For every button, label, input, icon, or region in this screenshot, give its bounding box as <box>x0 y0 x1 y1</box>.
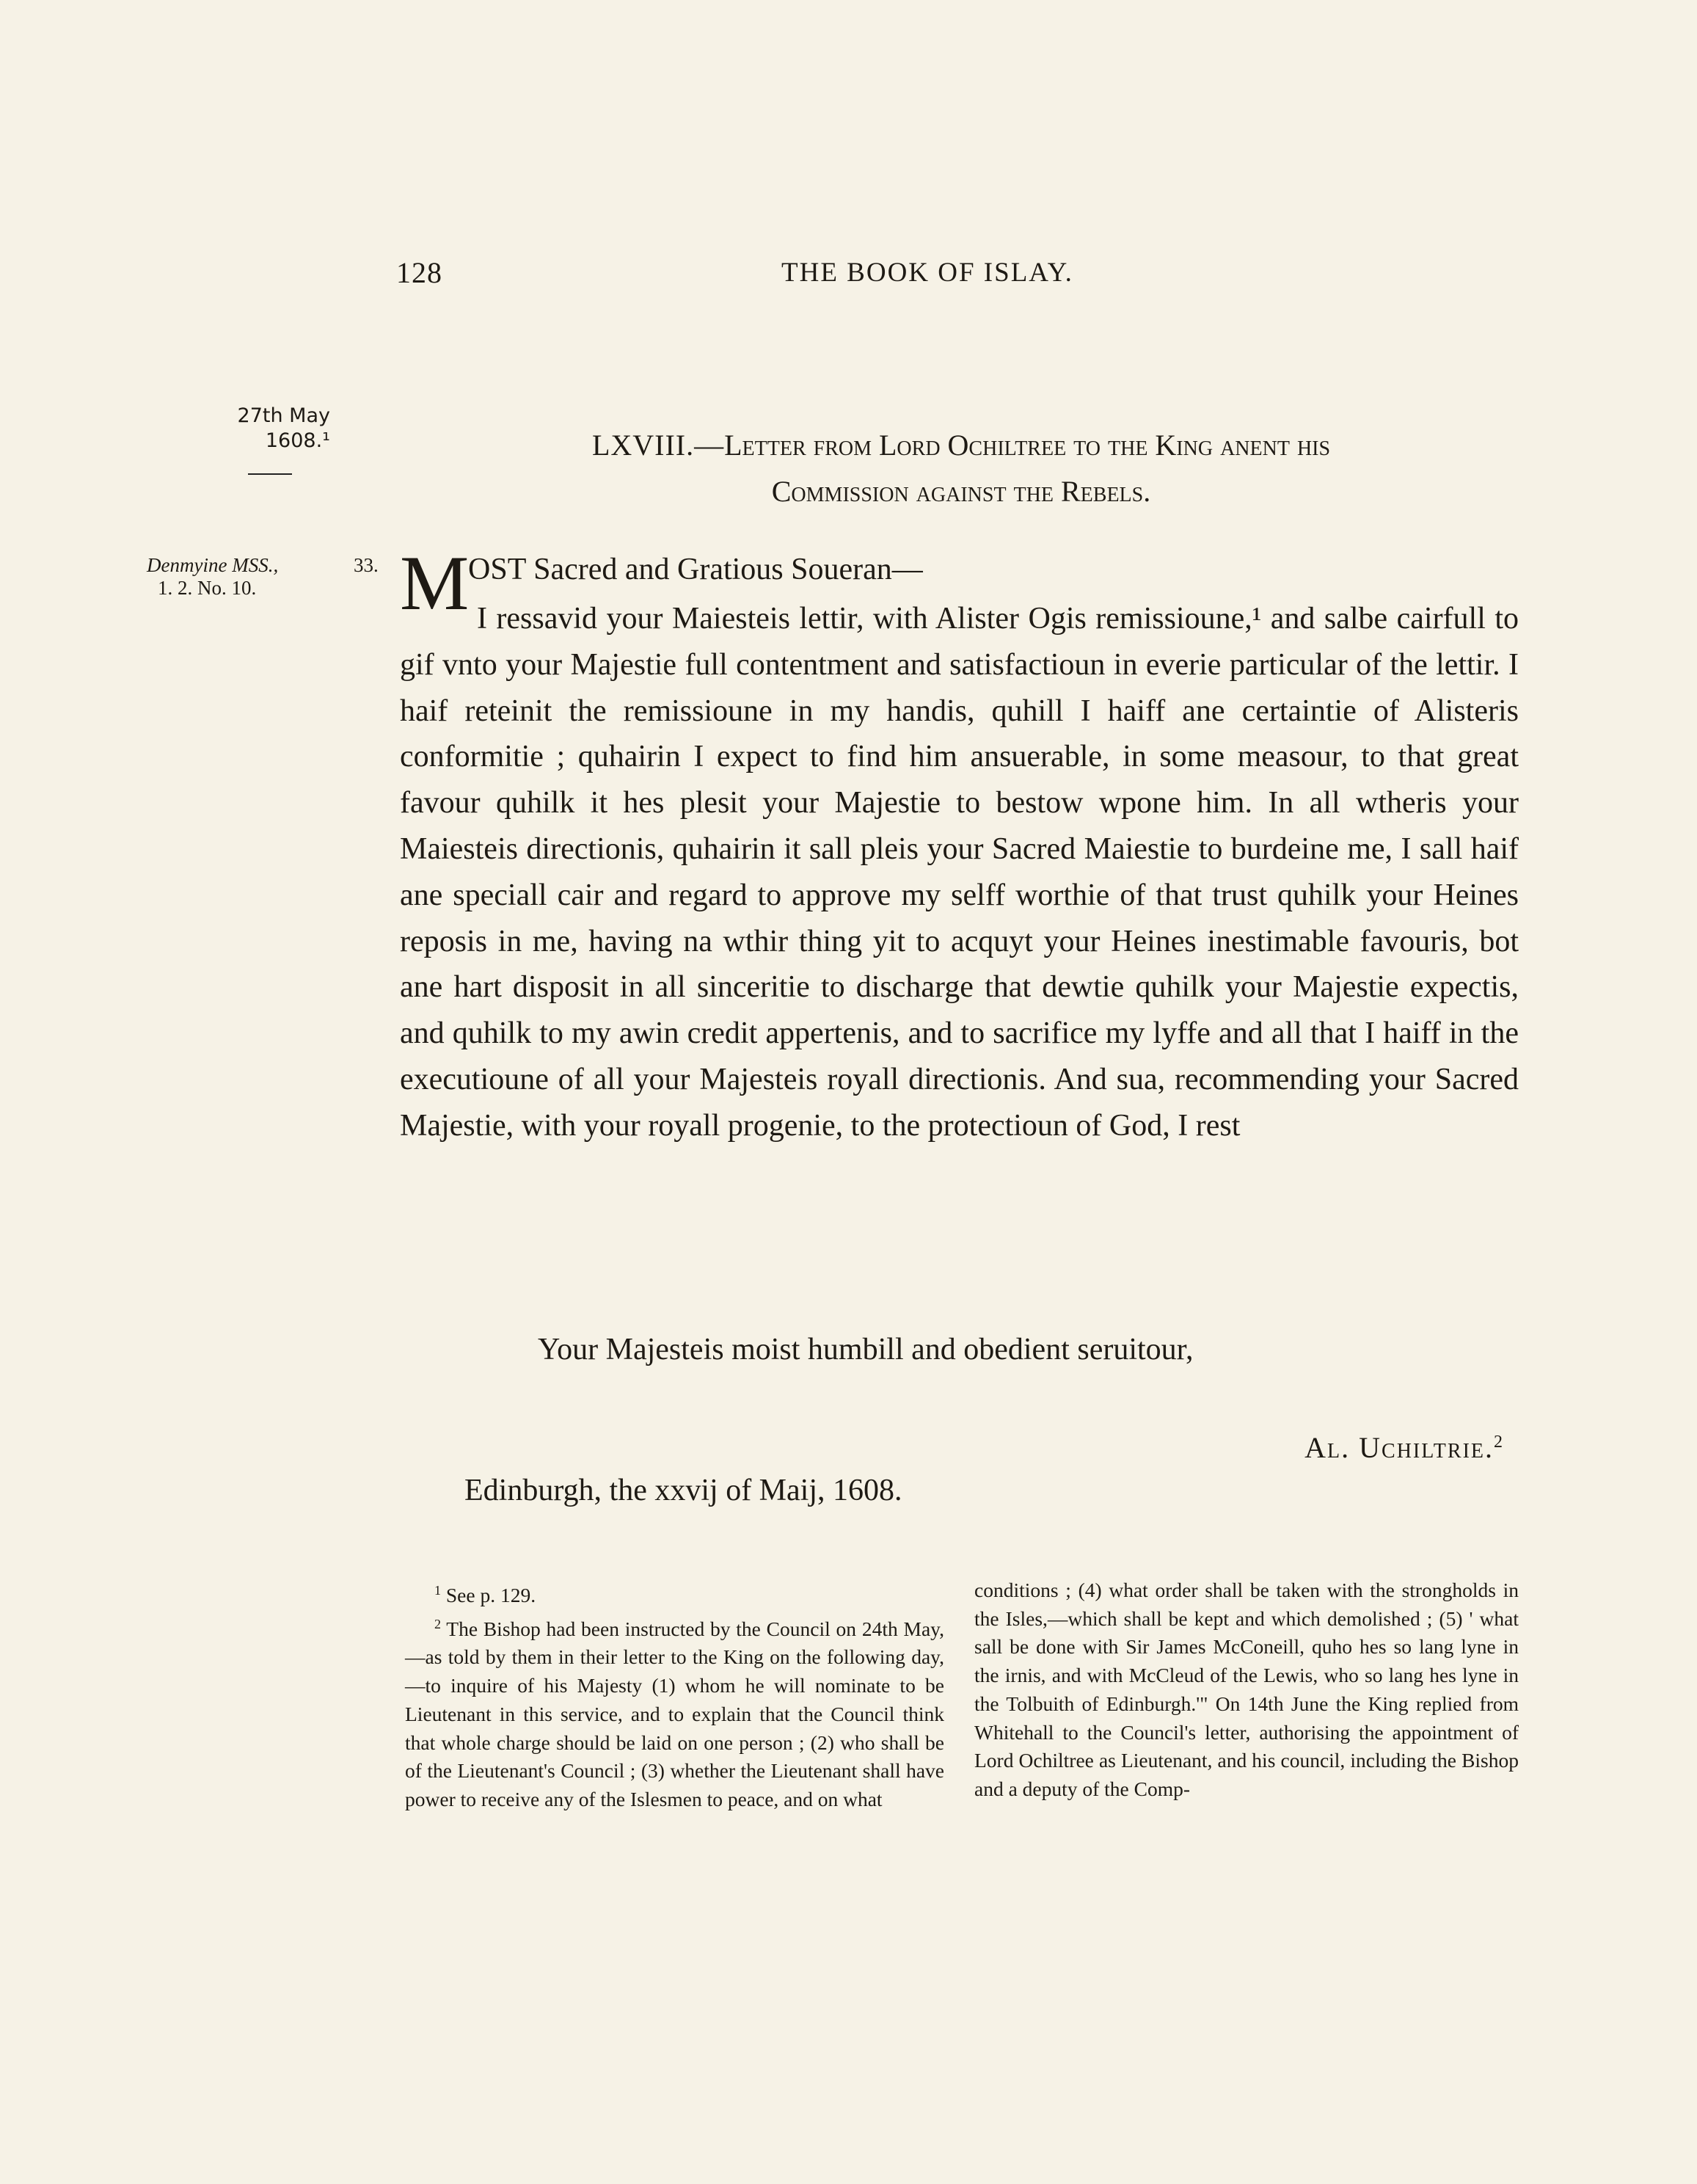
signature-footnote-marker: 2 <box>1494 1433 1504 1452</box>
margin-source-number: 33. <box>354 554 379 576</box>
footnote-2-continued: conditions ; (4) what order shall be taken with the strongholds in the Isles,—which shall be kept and which demolished ; (5) ' what sall be done with Sir James McConeill, quho hes so lang lyne in the irnis, and with McCleud of the Lewis, who so lang hes lyne in the Tolbuith of Edinburgh.'" On 14th June the King replied from Whitehall to the Council's letter, authorising the appointment of Lord Ochiltree as Lieutenant, and his council, including the Bishop and a deputy of the Comp- <box>974 1579 1519 1800</box>
margin-date-line2: 1608.¹ <box>265 429 330 452</box>
letter-closing: Your Majesteis moist humbill and obedient seruitour, <box>538 1333 1194 1366</box>
drop-cap: M <box>400 540 470 626</box>
footnote-2-marker: 2 <box>434 1616 441 1631</box>
footnote-1-text: See p. 129. <box>445 1584 536 1606</box>
margin-date-note <box>147 404 330 454</box>
letter-salutation: OST Sacred and Gratious Soueran— <box>468 553 923 586</box>
section-title-line1: Letter from Lord Ochiltree to the King anent his <box>724 429 1331 462</box>
section-title-line2: Commission against the Rebels. <box>771 475 1151 508</box>
footnote-2-text-left: The Bishop had been instructed by the Council on 24th May,—as told by them in their letter to the King on the following day,—to inquire of his Majesty (1) whom he will nominate to be Lieutenant in this service, and to explain that the Council think that whole charge should be laid on one person ; (2) who shall be of the Lieutenant's Council ; (3) whether the Lieutenant shall have power to receive any of the Islesmen to peace, and on what <box>405 1617 944 1810</box>
footnotes-right-column <box>974 1576 1519 1804</box>
footnote-1-marker: 1 <box>434 1583 441 1598</box>
running-title: THE BOOK OF ISLAY. <box>781 258 1073 288</box>
margin-date-line1: 27th May <box>237 404 330 427</box>
margin-source-ref: 1. 2. No. 10. <box>158 577 257 599</box>
page-number: 128 <box>396 256 442 289</box>
letter-dateline: Edinburgh, the xxvij of Maij, 1608. <box>464 1474 902 1507</box>
margin-source-title: Denmyine MSS., <box>147 554 279 576</box>
footnote-2 <box>405 1610 944 1814</box>
footnote-1 <box>405 1576 944 1610</box>
margin-divider <box>248 473 292 475</box>
section-number: LXVIII.— <box>591 429 725 462</box>
letter-signature <box>1101 1430 1504 1465</box>
section-heading <box>396 422 1526 514</box>
letter-body: I ressavid your Maiesteis lettir, with Alister Ogis remissioune,¹ and salbe cairfull to gif vnto your Majestie full contentment and satisfactioun in everie particular of the lettir. I haif reteinit the remissioune in my handis, quhill I haiff ane certaintie of Alisteris conformitie ; quhairin I expect to find him ansuerable, in some measour, to that great favour quhilk it hes plesit your Majestie to bestow wpone him. In all wtheris your Maiesteis directionis, quhairin it sall pleis your Sacred Maiestie to burdeine me, I sall haif ane speciall cair and regard to approve my selff worthie of that trust quhilk your Heines reposis in me, having na wthir thing yit to acquyt your Heines inestimable favouris, bot ane hart disposit in all sinceritie to discharge that dewtie quhilk your Majestie expectis, and quhilk to my awin credit appertenis, and to sacrifice my lyffe and all that I haiff in the executioune of all your Majesteis royall directionis. And sua, recommending your Sacred Majestie, with your royall progenie, to the protectioun of God, I rest <box>400 602 1519 1143</box>
running-head <box>396 255 1526 299</box>
signature-name: Al. Uchiltrie. <box>1304 1431 1494 1464</box>
margin-source-note <box>147 554 382 600</box>
footnotes-left-column <box>405 1576 944 1814</box>
